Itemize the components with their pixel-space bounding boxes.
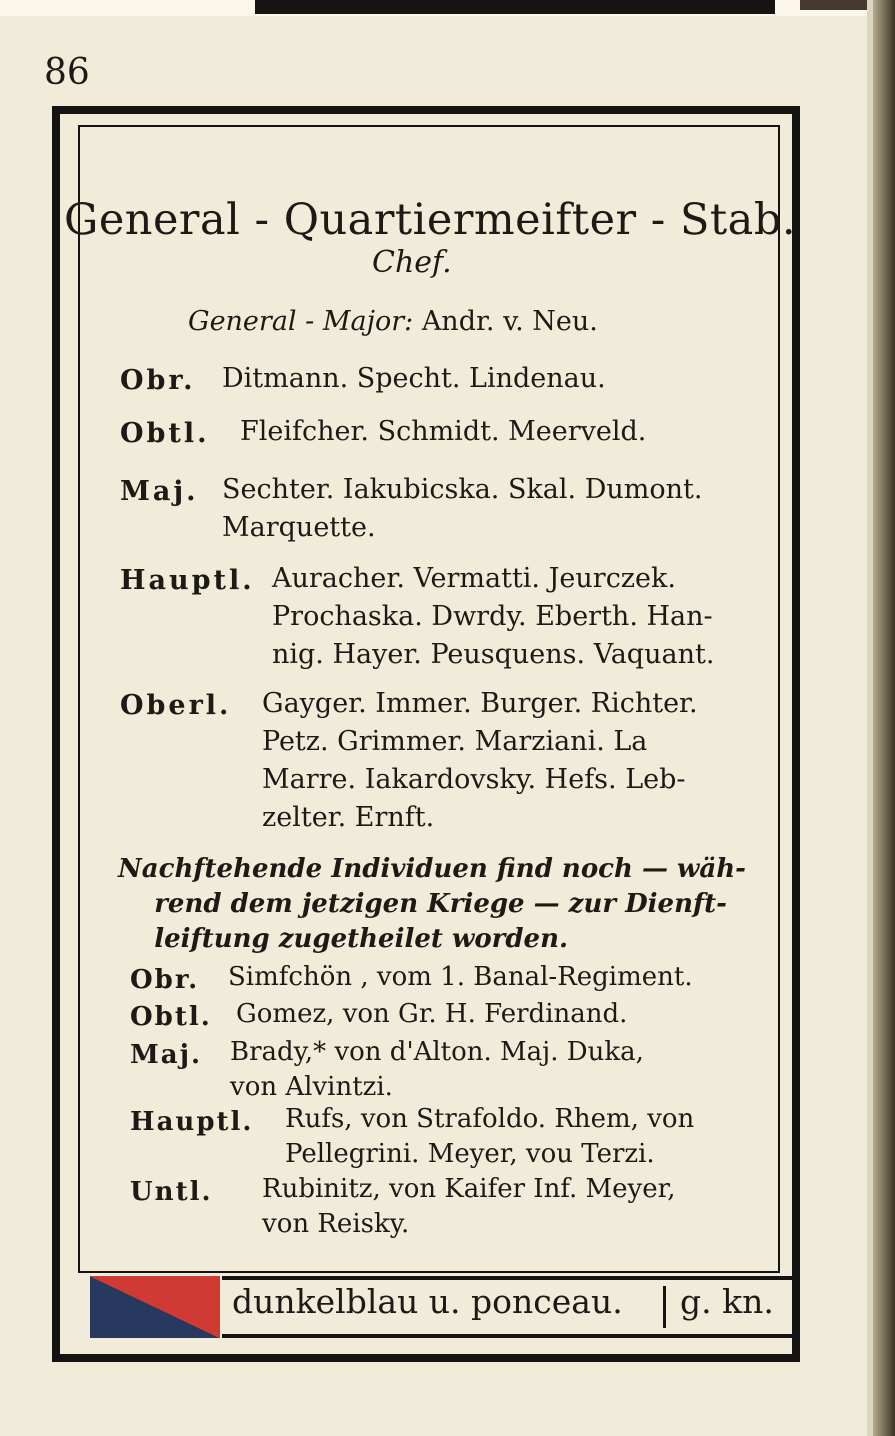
names-obtl: Fleifcher. Schmidt. Meerveld.: [240, 416, 647, 447]
attached-names-hauptl: Rufs, von Strafoldo. Rhem, von Pellegrini. Meyer, vou Terzi.: [285, 1104, 695, 1169]
attached-rank-untl: Untl.: [130, 1177, 213, 1207]
names-maj: Sechter. Iakubicska. Skal. Dumont. Marquette.: [222, 474, 703, 543]
uniform-colors: dunkelblau u. ponceau.: [232, 1282, 623, 1321]
uniform-color-swatch: [90, 1276, 220, 1338]
attached-rank-hauptl: Hauptl.: [130, 1107, 254, 1137]
chef-label: Chef.: [372, 245, 452, 280]
general-major-rank: General - Major:: [188, 306, 414, 337]
attached-names-obr: Simfchön , vom 1. Banal-Regiment.: [228, 962, 693, 992]
top-edge: [0, 0, 895, 16]
footer-separator: [663, 1286, 666, 1328]
button-color: g. kn.: [680, 1282, 774, 1321]
attached-names-obtl: Gomez, von Gr. H. Ferdinand.: [236, 999, 628, 1029]
names-obr: Ditmann. Specht. Lindenau.: [222, 363, 606, 394]
page-title: General - Quartiermeifter - Stab.: [63, 195, 797, 245]
names-oberl: Gayger. Immer. Burger. Richter. Petz. Grimmer. Marziani. La Marre. Iakardovsky. Hefs. Leb- zelter. Ernft.: [262, 688, 698, 833]
rank-oberl: Oberl.: [120, 690, 232, 721]
rank-hauptl: Hauptl.: [120, 565, 255, 596]
names-hauptl: Auracher. Vermatti. Jeurczek. Prochaska. Dwrdy. Eberth. Han- nig. Hayer. Peusquens. Vaquant.: [272, 563, 715, 670]
attached-rank-maj: Maj.: [130, 1040, 203, 1070]
attached-note: Nachftehende Individuen find noch — wäh- rend dem jetzigen Kriege — zur Dienft- leiftung zugetheilet worden.: [118, 854, 746, 954]
attached-names-maj: Brady,* von d'Alton. Maj. Duka, von Alvintzi.: [230, 1037, 644, 1102]
attached-rank-obr: Obr.: [130, 965, 200, 995]
attached-names-untl: Rubinitz, von Kaifer Inf. Meyer, von Reisky.: [262, 1174, 676, 1239]
page-number: 86: [44, 52, 90, 93]
rank-obr: Obr.: [120, 365, 196, 396]
rank-maj: Maj.: [120, 476, 199, 507]
general-major-name: Andr. v. Neu.: [421, 306, 598, 337]
general-major-line: [188, 306, 598, 337]
attached-rank-obtl: Obtl.: [130, 1002, 212, 1032]
book-spine-edge: [873, 0, 895, 1436]
rank-obtl: Obtl.: [120, 418, 210, 449]
